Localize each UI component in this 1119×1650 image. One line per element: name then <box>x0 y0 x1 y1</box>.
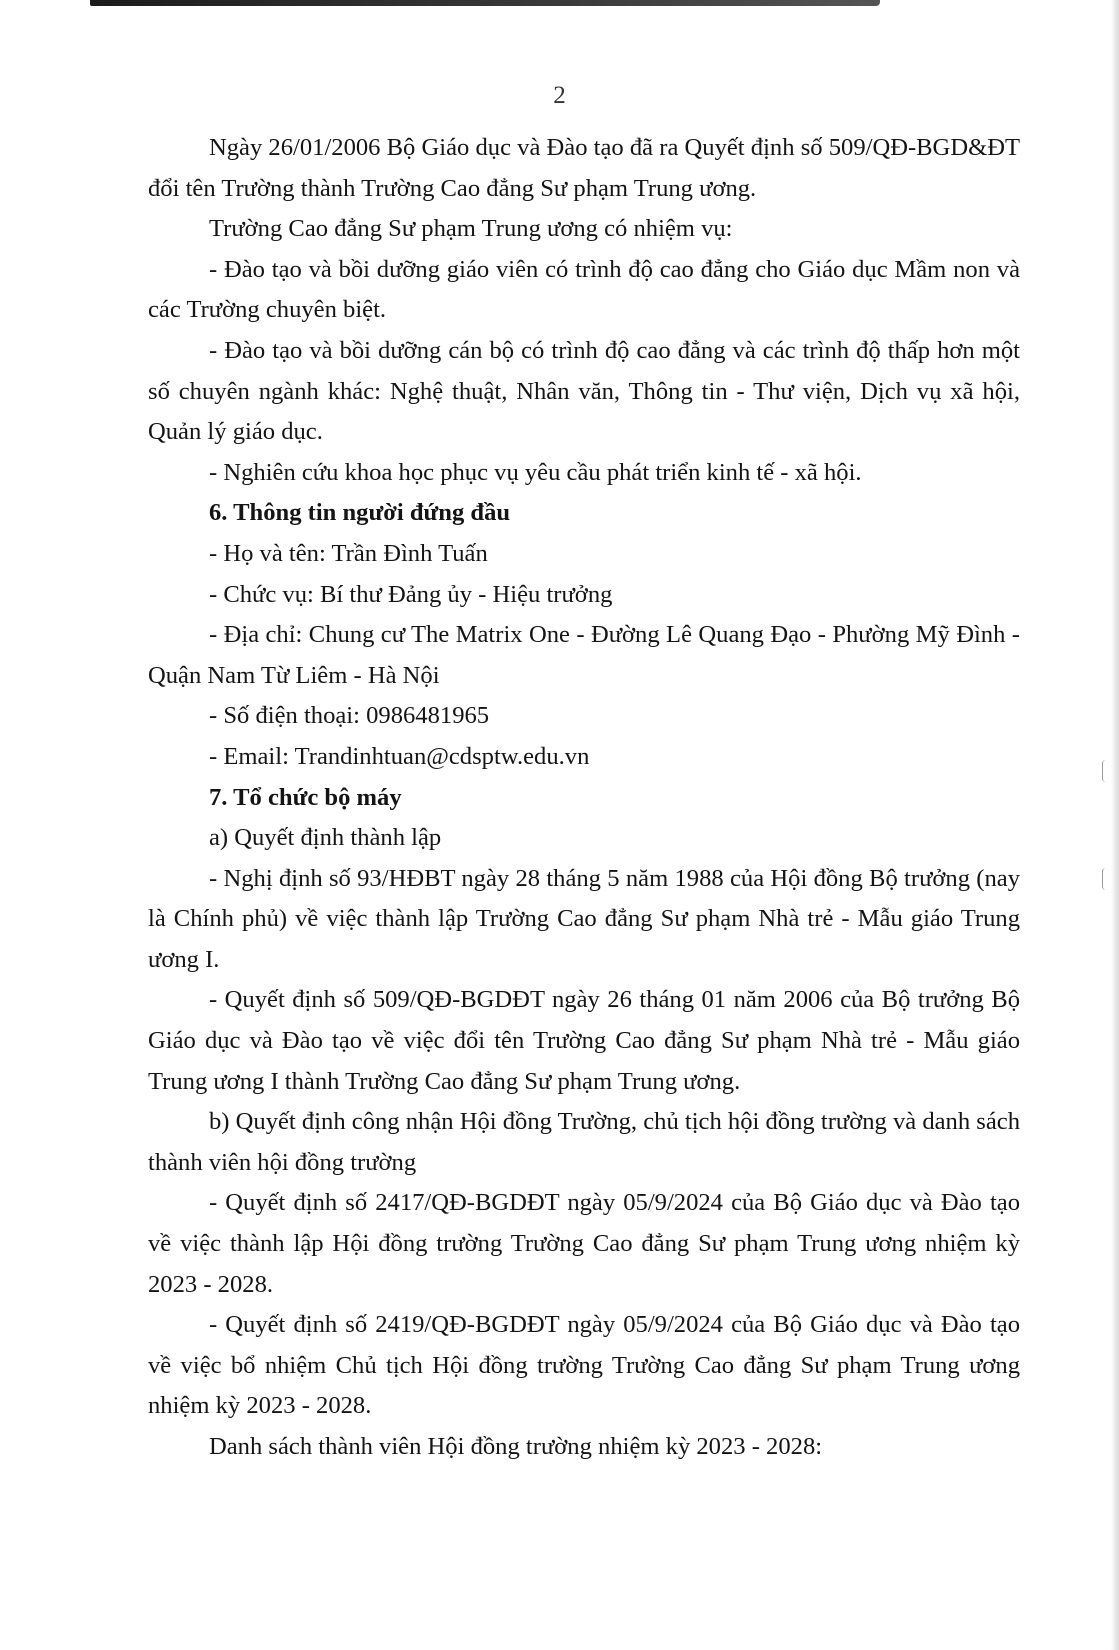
leader-position: - Chức vụ: Bí thư Đảng ủy - Hiệu trưởng <box>209 580 613 608</box>
paragraph-council-members-intro: Danh sách thành viên Hội đồng trường nhiệm kỳ 2023 - 2028: <box>209 1433 823 1460</box>
list-item-duty: - Đào tạo và bồi dưỡng cán bộ có trình độ cao đẳng và các trình độ thấp hơn một số chuyên ngành khác: Nghệ thuật, Nhân văn, Thông tin - Thư viện, Dịch vụ xã hội, Quản lý giáo dục. <box>148 336 1020 446</box>
scan-edge-shadow-top <box>90 0 880 6</box>
document-body <box>148 128 1020 1468</box>
leader-phone: - Số điện thoại: 0986481965 <box>209 702 490 730</box>
list-item-duty: - Nghiên cứu khoa học phục vụ yêu cầu phát triển kinh tế - xã hội. <box>209 458 862 486</box>
subsection-council-decision: b) Quyết định công nhận Hội đồng Trường, chủ tịch hội đồng trường và danh sách thành viên hội đồng trường <box>148 1108 1020 1176</box>
section-heading-leader-info: 6. Thông tin người đứng đầu <box>209 499 511 527</box>
scan-mark <box>1102 868 1109 890</box>
list-item-decree: - Quyết định số 2417/QĐ-BGDĐT ngày 05/9/2024 của Bộ Giáo dục và Đào tạo về việc thành lập Hội đồng trường Trường Cao đẳng Sư phạm Trung ương nhiệm kỳ 2023 - 2028. <box>148 1189 1020 1298</box>
leader-email: - Email: Trandinhtuan@cdsptw.edu.vn <box>209 742 590 770</box>
section-heading-organization: 7. Tổ chức bộ máy <box>209 783 402 811</box>
leader-address: - Địa chỉ: Chung cư The Matrix One - Đường Lê Quang Đạo - Phường Mỹ Đình - Quận Nam Từ Liêm - Hà Nội <box>148 621 1020 689</box>
list-item-decree: - Quyết định số 509/QĐ-BGDĐT ngày 26 tháng 01 năm 2006 của Bộ trưởng Bộ Giáo dục và Đào tạo về việc đổi tên Trường Cao đẳng Sư phạm Nhà trẻ - Mẫu giáo Trung ương I thành Trường Cao đẳng Sư phạm Trung ương. <box>148 986 1020 1095</box>
scan-mark <box>1102 760 1109 782</box>
list-item-decree: - Nghị định số 93/HĐBT ngày 28 tháng 5 năm 1988 của Hội đồng Bộ trưởng (nay là Chính phủ) về việc thành lập Trường Cao đẳng Sư phạm Nhà trẻ - Mẫu giáo Trung ương I. <box>148 864 1020 973</box>
scan-edge-shadow-right <box>1111 0 1119 1650</box>
leader-name: - Họ và tên: Trần Đình Tuấn <box>209 539 488 567</box>
page-number: 2 <box>553 82 566 109</box>
paragraph-duties-intro: Trường Cao đẳng Sư phạm Trung ương có nhiệm vụ: <box>209 215 733 243</box>
list-item-duty: - Đào tạo và bồi dưỡng giáo viên có trình độ cao đẳng cho Giáo dục Mầm non và các Trường chuyên biệt. <box>148 255 1020 324</box>
list-item-decree: - Quyết định số 2419/QĐ-BGDĐT ngày 05/9/2024 của Bộ Giáo dục và Đào tạo về việc bổ nhiệm Chủ tịch Hội đồng trường Trường Cao đẳng Sư phạm Trung ương nhiệm kỳ 2023 - 2028. <box>148 1311 1020 1420</box>
paragraph-rename-decision: Ngày 26/01/2006 Bộ Giáo dục và Đào tạo đã ra Quyết định số 509/QĐ-BGD&ĐT đổi tên Trường thành Trường Cao đẳng Sư phạm Trung ương. <box>148 134 1020 202</box>
subsection-founding-decision: a) Quyết định thành lập <box>209 824 442 852</box>
